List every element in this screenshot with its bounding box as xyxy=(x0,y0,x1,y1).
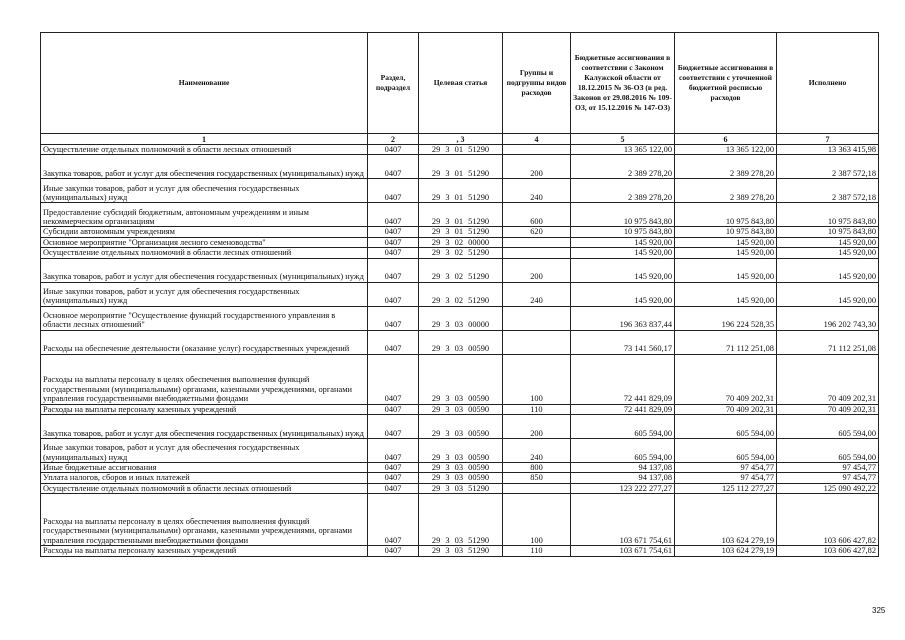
row-section: 0407 xyxy=(368,354,419,404)
row-law-amount: 145 920,00 xyxy=(571,258,675,282)
row-section: 0407 xyxy=(368,463,419,473)
column-number: , 3 xyxy=(419,134,503,145)
row-group xyxy=(503,483,571,493)
row-executed-amount: 10 975 843,80 xyxy=(777,203,879,227)
row-section: 0407 xyxy=(368,330,419,354)
header-refined-allocations: Бюджетные ассигнования в соответствии с уточненной бюджетной росписью расходов xyxy=(675,33,777,134)
table-row xyxy=(41,483,879,493)
row-group: 620 xyxy=(503,227,571,237)
row-refined-amount: 145 920,00 xyxy=(675,282,777,306)
row-section: 0407 xyxy=(368,248,419,258)
row-group xyxy=(503,145,571,155)
row-law-amount: 10 975 843,80 xyxy=(571,227,675,237)
row-section: 0407 xyxy=(368,473,419,483)
row-executed-amount: 71 112 251,08 xyxy=(777,330,879,354)
row-law-amount: 72 441 829,09 xyxy=(571,354,675,404)
row-group: 100 xyxy=(503,494,571,546)
row-name: Расходы на выплаты персоналу казенных учреждений xyxy=(41,404,368,414)
row-section: 0407 xyxy=(368,306,419,330)
row-group: 240 xyxy=(503,439,571,463)
row-executed-amount: 97 454,77 xyxy=(777,473,879,483)
row-refined-amount: 97 454,77 xyxy=(675,473,777,483)
header-name: Наименование xyxy=(41,33,368,134)
row-refined-amount: 145 920,00 xyxy=(675,237,777,247)
row-executed-amount: 605 594,00 xyxy=(777,439,879,463)
row-executed-amount: 13 363 415,98 xyxy=(777,145,879,155)
table-row xyxy=(41,179,879,203)
row-group: 200 xyxy=(503,258,571,282)
row-section: 0407 xyxy=(368,483,419,493)
row-law-amount: 605 594,00 xyxy=(571,415,675,439)
row-group: 600 xyxy=(503,203,571,227)
row-target-code: 29 3 02 51290 xyxy=(419,258,503,282)
row-target-code: 29 3 01 51290 xyxy=(419,227,503,237)
row-target-code: 29 3 03 00590 xyxy=(419,354,503,404)
row-executed-amount: 70 409 202,31 xyxy=(777,354,879,404)
row-executed-amount: 125 090 492,22 xyxy=(777,483,879,493)
row-refined-amount: 145 920,00 xyxy=(675,258,777,282)
row-name: Основное мероприятие "Организация лесного семеноводства" xyxy=(41,237,368,247)
column-number: 4 xyxy=(503,134,571,145)
row-name: Субсидии автономным учреждениям xyxy=(41,227,368,237)
row-refined-amount: 13 365 122,00 xyxy=(675,145,777,155)
row-target-code: 29 3 03 51290 xyxy=(419,494,503,546)
column-number: 5 xyxy=(571,134,675,145)
header-law-allocations: Бюджетные ассигнования в соответствии с Законом Калужской области от 18.12.2015 № 36-ОЗ (в ред. Законов от 29.08.2016 № 109-ОЗ, от 15.12.2016 № 147-ОЗ) xyxy=(571,33,675,134)
row-group: 110 xyxy=(503,404,571,414)
row-name: Уплата налогов, сборов и иных платежей xyxy=(41,473,368,483)
row-target-code: 29 3 01 51290 xyxy=(419,155,503,179)
row-section: 0407 xyxy=(368,227,419,237)
row-target-code: 29 3 03 00590 xyxy=(419,415,503,439)
row-law-amount: 72 441 829,09 xyxy=(571,404,675,414)
row-section: 0407 xyxy=(368,155,419,179)
table-row xyxy=(41,473,879,483)
row-target-code: 29 3 03 00590 xyxy=(419,330,503,354)
row-law-amount: 2 389 278,20 xyxy=(571,179,675,203)
row-refined-amount: 10 975 843,80 xyxy=(675,203,777,227)
table-row xyxy=(41,258,879,282)
row-name: Основное мероприятие "Осуществление функций государственного управления в области лесных отношений" xyxy=(41,306,368,330)
row-target-code: 29 3 03 00590 xyxy=(419,404,503,414)
row-name: Закупка товаров, работ и услуг для обеспечения государственных (муниципальных) нужд xyxy=(41,155,368,179)
row-target-code: 29 3 01 51290 xyxy=(419,179,503,203)
row-name: Осуществление отдельных полномочий в области лесных отношений xyxy=(41,483,368,493)
row-law-amount: 94 137,08 xyxy=(571,463,675,473)
row-section: 0407 xyxy=(368,439,419,463)
row-section: 0407 xyxy=(368,546,419,556)
row-target-code: 29 3 03 51290 xyxy=(419,546,503,556)
row-executed-amount: 145 920,00 xyxy=(777,248,879,258)
column-number: 7 xyxy=(777,134,879,145)
header-section: Раздел, подраздел xyxy=(368,33,419,134)
row-refined-amount: 10 975 843,80 xyxy=(675,227,777,237)
table-row xyxy=(41,203,879,227)
row-group: 240 xyxy=(503,282,571,306)
budget-table xyxy=(40,32,879,557)
row-group: 800 xyxy=(503,463,571,473)
row-name: Осуществление отдельных полномочий в области лесных отношений xyxy=(41,248,368,258)
table-row xyxy=(41,282,879,306)
row-refined-amount: 103 624 279,19 xyxy=(675,494,777,546)
row-law-amount: 13 365 122,00 xyxy=(571,145,675,155)
row-executed-amount: 2 387 572,18 xyxy=(777,179,879,203)
header-executed: Исполнено xyxy=(777,33,879,134)
row-group xyxy=(503,248,571,258)
row-target-code: 29 3 02 51290 xyxy=(419,248,503,258)
row-group: 200 xyxy=(503,155,571,179)
page-number: 325 xyxy=(872,606,886,615)
row-group: 110 xyxy=(503,546,571,556)
row-refined-amount: 2 389 278,20 xyxy=(675,155,777,179)
column-number: 1 xyxy=(41,134,368,145)
table-row xyxy=(41,145,879,155)
column-number: 6 xyxy=(675,134,777,145)
row-law-amount: 103 671 754,61 xyxy=(571,494,675,546)
row-section: 0407 xyxy=(368,415,419,439)
row-refined-amount: 97 454,77 xyxy=(675,463,777,473)
row-section: 0407 xyxy=(368,494,419,546)
row-name: Иные закупки товаров, работ и услуг для обеспечения государственных (муниципальных) нужд xyxy=(41,179,368,203)
row-executed-amount: 10 975 843,80 xyxy=(777,227,879,237)
column-number: 2 xyxy=(368,134,419,145)
row-executed-amount: 145 920,00 xyxy=(777,282,879,306)
row-refined-amount: 196 224 528,35 xyxy=(675,306,777,330)
row-refined-amount: 145 920,00 xyxy=(675,248,777,258)
row-section: 0407 xyxy=(368,203,419,227)
row-law-amount: 145 920,00 xyxy=(571,248,675,258)
table-row xyxy=(41,354,879,404)
row-name: Предоставление субсидий бюджетным, автономным учреждениям и иным некоммерческим организациям xyxy=(41,203,368,227)
header-group: Группы и подгруппы видов расходов xyxy=(503,33,571,134)
row-executed-amount: 97 454,77 xyxy=(777,463,879,473)
table-row xyxy=(41,248,879,258)
row-refined-amount: 70 409 202,31 xyxy=(675,354,777,404)
row-name: Осуществление отдельных полномочий в области лесных отношений xyxy=(41,145,368,155)
table-row xyxy=(41,237,879,247)
row-name: Закупка товаров, работ и услуг для обеспечения государственных (муниципальных) нужд xyxy=(41,258,368,282)
row-executed-amount: 605 594,00 xyxy=(777,415,879,439)
row-executed-amount: 2 387 572,18 xyxy=(777,155,879,179)
table-row xyxy=(41,439,879,463)
row-target-code: 29 3 03 00000 xyxy=(419,306,503,330)
table-row xyxy=(41,155,879,179)
table-row xyxy=(41,227,879,237)
table-row xyxy=(41,404,879,414)
row-law-amount: 145 920,00 xyxy=(571,282,675,306)
header-target: Целевая статья xyxy=(419,33,503,134)
row-executed-amount: 145 920,00 xyxy=(777,237,879,247)
header-row xyxy=(41,33,879,134)
row-law-amount: 123 222 277,27 xyxy=(571,483,675,493)
row-section: 0407 xyxy=(368,145,419,155)
row-target-code: 29 3 01 51290 xyxy=(419,203,503,227)
table-row xyxy=(41,306,879,330)
row-law-amount: 196 363 837,44 xyxy=(571,306,675,330)
row-refined-amount: 605 594,00 xyxy=(675,439,777,463)
row-name: Расходы на выплаты персоналу в целях обеспечения выполнения функций государственными (муниципальными) органами, казенными учреждениями, органами управления государственными внебюджетными фондами xyxy=(41,354,368,404)
table-row xyxy=(41,494,879,546)
row-target-code: 29 3 02 51290 xyxy=(419,282,503,306)
row-law-amount: 73 141 560,17 xyxy=(571,330,675,354)
row-executed-amount: 103 606 427,82 xyxy=(777,546,879,556)
row-section: 0407 xyxy=(368,404,419,414)
row-target-code: 29 3 01 51290 xyxy=(419,145,503,155)
row-group: 100 xyxy=(503,354,571,404)
row-section: 0407 xyxy=(368,282,419,306)
row-target-code: 29 3 03 00590 xyxy=(419,473,503,483)
row-law-amount: 145 920,00 xyxy=(571,237,675,247)
row-section: 0407 xyxy=(368,258,419,282)
row-group: 240 xyxy=(503,179,571,203)
row-executed-amount: 145 920,00 xyxy=(777,258,879,282)
row-refined-amount: 71 112 251,08 xyxy=(675,330,777,354)
table-row xyxy=(41,330,879,354)
row-name: Расходы на обеспечение деятельности (оказание услуг) государственных учреждений xyxy=(41,330,368,354)
row-law-amount: 94 137,08 xyxy=(571,473,675,483)
row-refined-amount: 125 112 277,27 xyxy=(675,483,777,493)
row-refined-amount: 103 624 279,19 xyxy=(675,546,777,556)
row-section: 0407 xyxy=(368,237,419,247)
row-refined-amount: 2 389 278,20 xyxy=(675,179,777,203)
row-name: Иные закупки товаров, работ и услуг для обеспечения государственных (муниципальных) нужд xyxy=(41,282,368,306)
row-target-code: 29 3 02 00000 xyxy=(419,237,503,247)
table-row xyxy=(41,546,879,556)
row-target-code: 29 3 03 51290 xyxy=(419,483,503,493)
row-group: 850 xyxy=(503,473,571,483)
row-executed-amount: 103 606 427,82 xyxy=(777,494,879,546)
row-target-code: 29 3 03 00590 xyxy=(419,439,503,463)
row-name: Расходы на выплаты персоналу казенных учреждений xyxy=(41,546,368,556)
row-executed-amount: 70 409 202,31 xyxy=(777,404,879,414)
row-group xyxy=(503,306,571,330)
table-row xyxy=(41,463,879,473)
row-name: Расходы на выплаты персоналу в целях обеспечения выполнения функций государственными (муниципальными) органами, казенными учреждениями, органами управления государственными внебюджетными фондами xyxy=(41,494,368,546)
row-group xyxy=(503,237,571,247)
row-law-amount: 2 389 278,20 xyxy=(571,155,675,179)
row-name: Иные бюджетные ассигнования xyxy=(41,463,368,473)
row-name: Иные закупки товаров, работ и услуг для обеспечения государственных (муниципальных) нужд xyxy=(41,439,368,463)
row-section: 0407 xyxy=(368,179,419,203)
row-executed-amount: 196 202 743,30 xyxy=(777,306,879,330)
row-law-amount: 605 594,00 xyxy=(571,439,675,463)
row-refined-amount: 605 594,00 xyxy=(675,415,777,439)
row-group: 200 xyxy=(503,415,571,439)
row-law-amount: 10 975 843,80 xyxy=(571,203,675,227)
column-number-row xyxy=(41,134,879,145)
row-target-code: 29 3 03 00590 xyxy=(419,463,503,473)
row-name: Закупка товаров, работ и услуг для обеспечения государственных (муниципальных) нужд xyxy=(41,415,368,439)
row-group xyxy=(503,330,571,354)
table-row xyxy=(41,415,879,439)
row-law-amount: 103 671 754,61 xyxy=(571,546,675,556)
row-refined-amount: 70 409 202,31 xyxy=(675,404,777,414)
